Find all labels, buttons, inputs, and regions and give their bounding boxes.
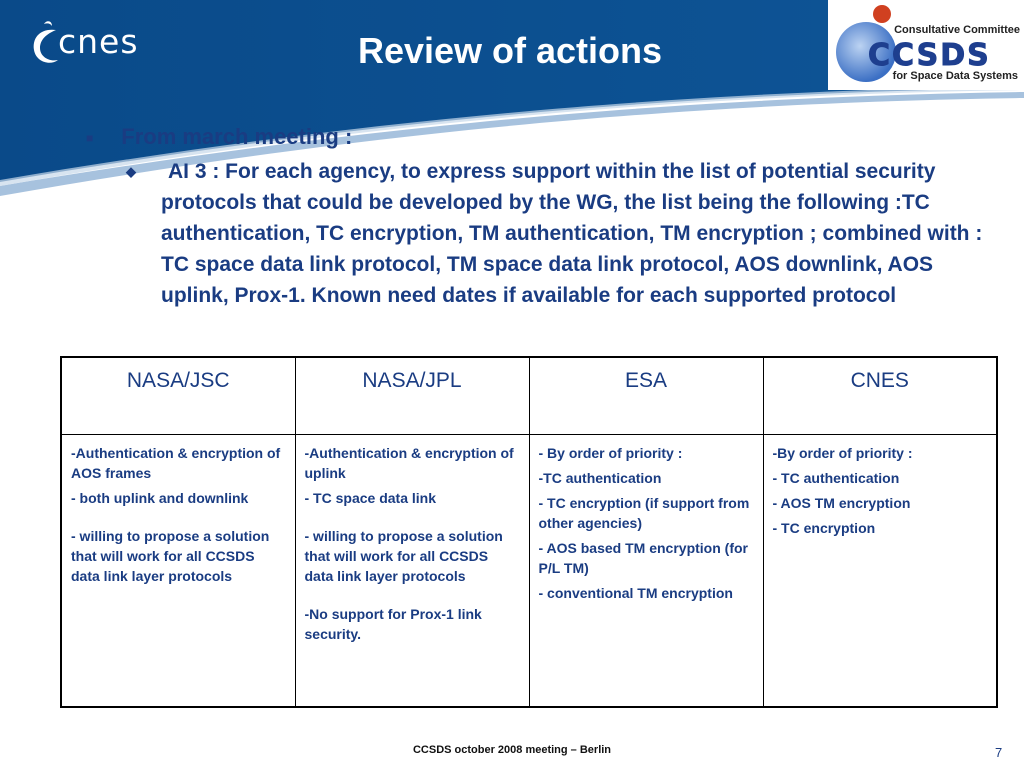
cell-item: - By order of priority : bbox=[538, 445, 683, 461]
cell-item: -Authentication & encryption of uplink bbox=[304, 445, 514, 481]
cell-nasa-jsc bbox=[61, 435, 295, 708]
cell-cnes bbox=[763, 435, 997, 708]
cell-item: -TC authentication bbox=[538, 470, 662, 486]
cell-item: - both uplink and downlink bbox=[71, 490, 249, 506]
cell-item: -No support for Prox-1 link security. bbox=[304, 606, 482, 642]
column-header: ESA bbox=[529, 357, 763, 435]
cell-item: - willing to propose a solution that will work for all CCSDS data link layer protocols bbox=[304, 528, 503, 584]
square-bullet-icon: ■ bbox=[86, 131, 94, 146]
cell-esa bbox=[529, 435, 763, 708]
column-header: NASA/JPL bbox=[295, 357, 529, 435]
agency-support-table bbox=[60, 356, 998, 708]
cell-item: - AOS TM encryption bbox=[772, 495, 911, 511]
cell-item: - willing to propose a solution that will work for all CCSDS data link layer protocols bbox=[71, 528, 270, 584]
cell-item: - TC encryption bbox=[772, 520, 876, 536]
cnes-logo bbox=[30, 18, 200, 74]
cell-item: - TC space data link bbox=[304, 490, 436, 506]
column-header: CNES bbox=[763, 357, 997, 435]
cell-item: - conventional TM encryption bbox=[538, 585, 733, 601]
cell-item: - TC authentication bbox=[772, 470, 900, 486]
cnes-logo-text: cnes bbox=[58, 22, 139, 61]
ccsds-subtitle-text: for Space Data Systems bbox=[892, 70, 1018, 82]
ccsds-committee-text: Consultative Committee bbox=[894, 24, 1020, 36]
cell-item: -By order of priority : bbox=[772, 445, 913, 461]
cell-item: - TC encryption (if support from other agencies) bbox=[538, 495, 750, 531]
page-number: 7 bbox=[995, 745, 1003, 760]
bullet-level1 bbox=[86, 124, 352, 150]
bullet-level2-text: AI 3 : For each agency, to express support within the list of potential security protocols that could be developed by the WG, the list being the following :TC authentication, TC encryption, TM authentication, TM encryption ; combined with : TC space data link protocol, TM space data link protocol, AOS downlink, AOS uplink, Prox-1. Known need dates if available for each supported protocol bbox=[161, 160, 983, 307]
diamond-bullet-icon: ◆ bbox=[126, 164, 136, 179]
ccsds-logo-text: CCSDS bbox=[868, 38, 991, 73]
bullet-level2 bbox=[126, 156, 1006, 311]
cell-nasa-jpl bbox=[295, 435, 529, 708]
cell-item: - AOS based TM encryption (for P/L TM) bbox=[538, 540, 748, 576]
slide-title: Review of actions bbox=[357, 30, 663, 71]
table-header-row bbox=[61, 357, 997, 435]
ccsds-logo bbox=[828, 0, 1024, 90]
cell-item: -Authentication & encryption of AOS frames bbox=[71, 445, 281, 481]
bullet-level1-text: From march meeting : bbox=[121, 124, 353, 149]
column-header: NASA/JSC bbox=[61, 357, 295, 435]
footer-text: CCSDS october 2008 meeting – Berlin bbox=[412, 744, 612, 756]
table-row bbox=[61, 435, 997, 708]
